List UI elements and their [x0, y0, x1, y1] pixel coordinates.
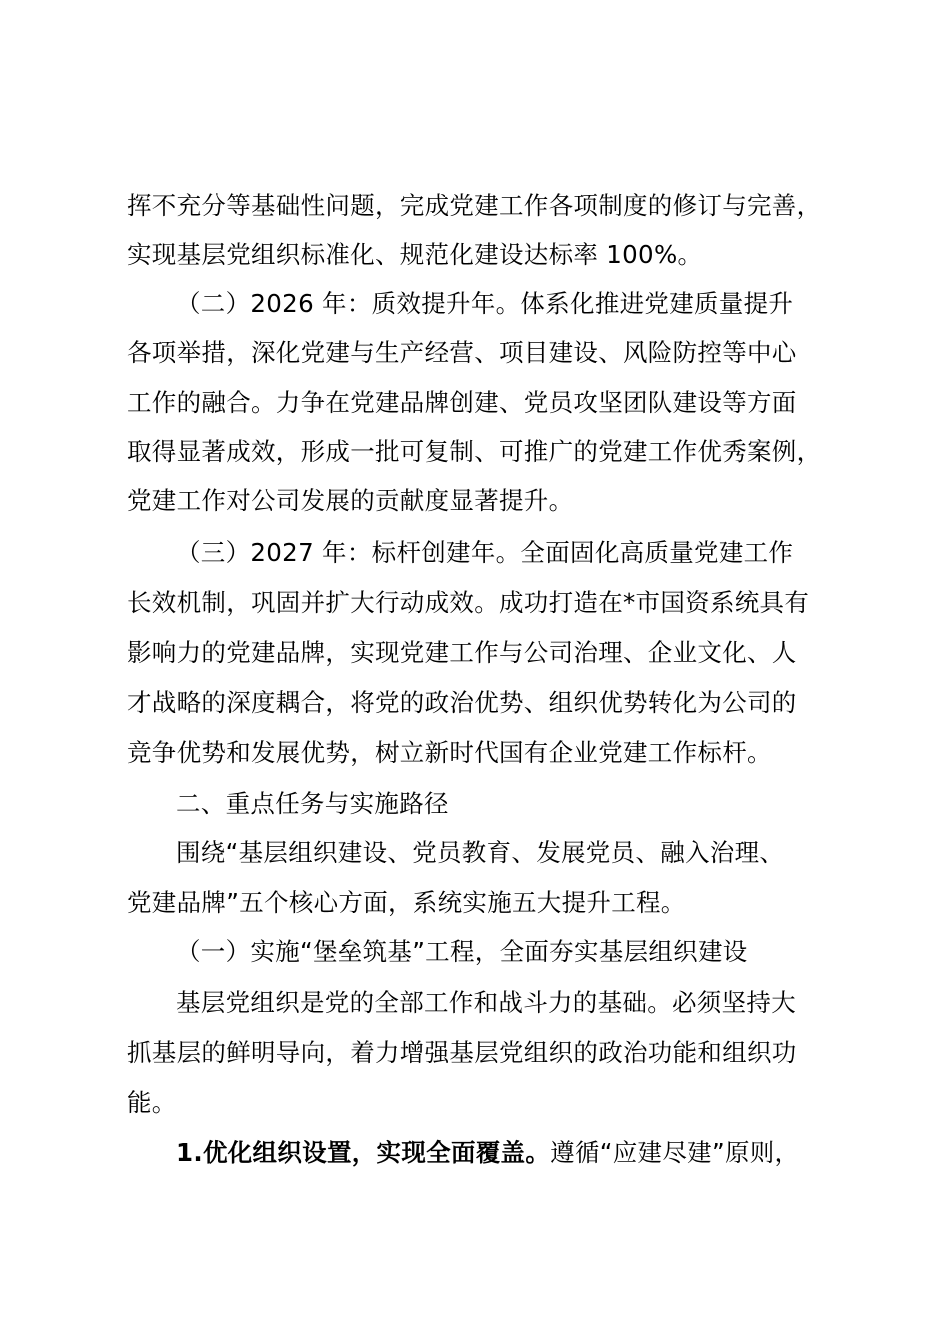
item-1-text: 遵循“应建尽建”原则，: [550, 1138, 800, 1167]
chapter-heading: 二、重点任务与实施路径: [176, 789, 449, 818]
paragraph-line: 党建品牌”五个核心方面，系统实施五大提升工程。: [127, 888, 686, 917]
subsection-heading: （一）实施“堡垒筑基”工程，全面夯实基层组织建设: [176, 937, 748, 966]
paragraph-line: 才战略的深度耦合，将党的政治优势、组织优势转化为公司的: [127, 688, 797, 717]
paragraph-line: 围绕“基层组织建设、党员教育、发展党员、融入治理、: [176, 838, 785, 867]
paragraph-line: 能。: [127, 1088, 177, 1117]
paragraph-line: 各项举措，深化党建与生产经营、项目建设、风险防控等中心: [127, 338, 797, 367]
paragraph-line: 基层党组织是党的全部工作和战斗力的基础。必须坚持大: [176, 988, 796, 1017]
paragraph-line: 取得显著成效，形成一批可复制、可推广的党建工作优秀案例，: [127, 437, 822, 466]
paragraph-line-item-1: [176, 1136, 852, 1170]
paragraph-line: 影响力的党建品牌，实现党建工作与公司治理、企业文化、人: [127, 638, 797, 667]
paragraph-line: 实现基层党组织标准化、规范化建设达标率 100%。: [127, 240, 703, 269]
paragraph-line: 挥不充分等基础性问题，完成党建工作各项制度的修订与完善，: [127, 191, 822, 220]
paragraph-line: 党建工作对公司发展的贡献度显著提升。: [127, 486, 574, 515]
item-1-bold-heading: 1.优化组织设置，实现全面覆盖。: [176, 1138, 551, 1167]
paragraph-line: 长效机制，巩固并扩大行动成效。成功打造在*市国资系统具有: [127, 588, 810, 617]
paragraph-line: 工作的融合。力争在党建品牌创建、党员攻坚团队建设等方面: [127, 388, 797, 417]
section-heading-2026: （二）2026 年：质效提升年。体系化推进党建质量提升: [176, 289, 794, 318]
section-heading-2027: （三）2027 年：标杆创建年。全面固化高质量党建工作: [176, 538, 794, 567]
paragraph-line: 竞争优势和发展优势，树立新时代国有企业党建工作标杆。: [127, 738, 772, 767]
paragraph-line: 抓基层的鲜明导向，着力增强基层党组织的政治功能和组织功: [127, 1038, 797, 1067]
